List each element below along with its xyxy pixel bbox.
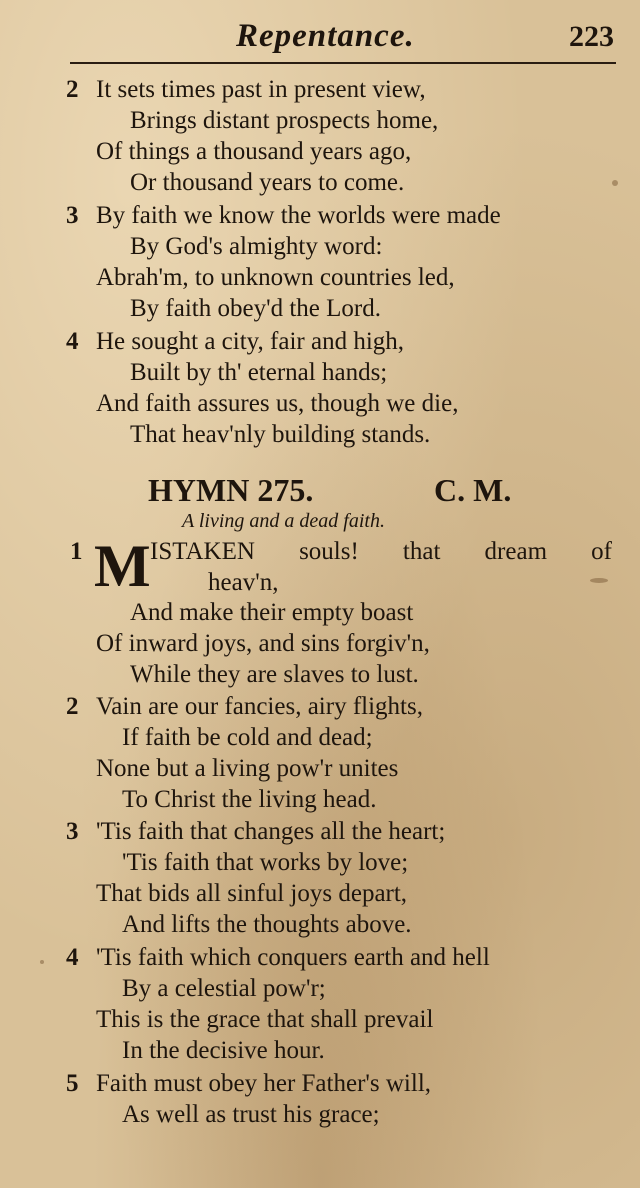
first-line-word: that	[402, 538, 441, 565]
verse-line: By faith we know the worlds were made	[96, 202, 501, 229]
stanza-number: 2	[66, 693, 79, 720]
verse-line: 'Tis faith that changes all the heart;	[96, 818, 446, 845]
hymn-heading	[0, 472, 640, 512]
verse-line: Vain are our fancies, airy flights,	[96, 693, 423, 720]
paper-speck	[40, 960, 44, 964]
first-line	[150, 536, 612, 567]
verse-line: To Christ the living head.	[122, 786, 377, 813]
stanza-1-opening	[0, 533, 640, 599]
stanza-prev-2	[0, 74, 640, 198]
stanza-number: 2	[66, 76, 79, 103]
verse-line: Built by th' eternal hands;	[130, 359, 388, 386]
verse-line: As well as trust his grace;	[122, 1101, 380, 1128]
hymn-subtitle: A living and a dead faith.	[182, 510, 385, 532]
stanza-4	[0, 942, 640, 1066]
page-number: 223	[569, 20, 614, 53]
verse-line: Of things a thousand years ago,	[96, 138, 412, 165]
first-line-continuation: heav'n,	[208, 569, 279, 596]
verse-line: He sought a city, fair and high,	[96, 328, 405, 355]
stanza-prev-4	[0, 326, 640, 450]
verse-line: While they are slaves to lust.	[130, 661, 419, 688]
first-line-word: ISTAKEN	[150, 538, 255, 565]
verse-line: 'Tis faith that works by love;	[122, 849, 409, 876]
verse-line: And make their empty boast	[130, 599, 414, 626]
section-title: Repentance.	[236, 18, 415, 54]
verse-line: Or thousand years to come.	[130, 169, 405, 196]
hymn-meter: C. M.	[434, 472, 512, 508]
stanza-number: 4	[66, 944, 79, 971]
stanza-2	[0, 691, 640, 815]
stanza-number: 3	[66, 818, 79, 845]
drop-cap: M	[94, 533, 151, 599]
verse-line: It sets times past in present view,	[96, 76, 426, 103]
stanza-1-rest	[0, 597, 640, 690]
verse-line: Faith must obey her Father's will,	[96, 1070, 432, 1097]
verse-line: This is the grace that shall prevail	[96, 1006, 434, 1033]
stanza-number: 5	[66, 1070, 79, 1097]
stanza-3	[0, 816, 640, 940]
verse-line: And lifts the thoughts above.	[122, 911, 412, 938]
stanza-5	[0, 1068, 640, 1130]
paper-speck	[612, 180, 618, 186]
first-line-word: dream	[484, 538, 548, 565]
verse-line: By faith obey'd the Lord.	[130, 295, 381, 322]
verse-line: That heav'nly building stands.	[130, 421, 431, 448]
verse-line: By a celestial pow'r;	[122, 975, 326, 1002]
verse-line: Brings distant prospects home,	[130, 107, 439, 134]
verse-line: 'Tis faith which conquers earth and hell	[96, 944, 490, 971]
stanza-prev-3	[0, 200, 640, 324]
stanza-number: 1	[70, 538, 83, 565]
stanza-number: 3	[66, 202, 79, 229]
hymn-title: HYMN 275.	[148, 472, 314, 508]
first-line-word: of	[591, 538, 612, 565]
paper-speck	[590, 578, 608, 583]
verse-line: In the decisive hour.	[122, 1037, 325, 1064]
verse-line: None but a living pow'r unites	[96, 755, 399, 782]
verse-line: By God's almighty word:	[130, 233, 383, 260]
first-line-word: souls!	[299, 538, 359, 565]
stanza-number: 4	[66, 328, 79, 355]
verse-line: If faith be cold and dead;	[122, 724, 373, 751]
header-rule	[70, 62, 616, 64]
running-header	[0, 18, 640, 62]
verse-line: Abrah'm, to unknown countries led,	[96, 264, 455, 291]
verse-line: Of inward joys, and sins forgiv'n,	[96, 630, 430, 657]
verse-line: And faith assures us, though we die,	[96, 390, 459, 417]
verse-line: That bids all sinful joys depart,	[96, 880, 408, 907]
